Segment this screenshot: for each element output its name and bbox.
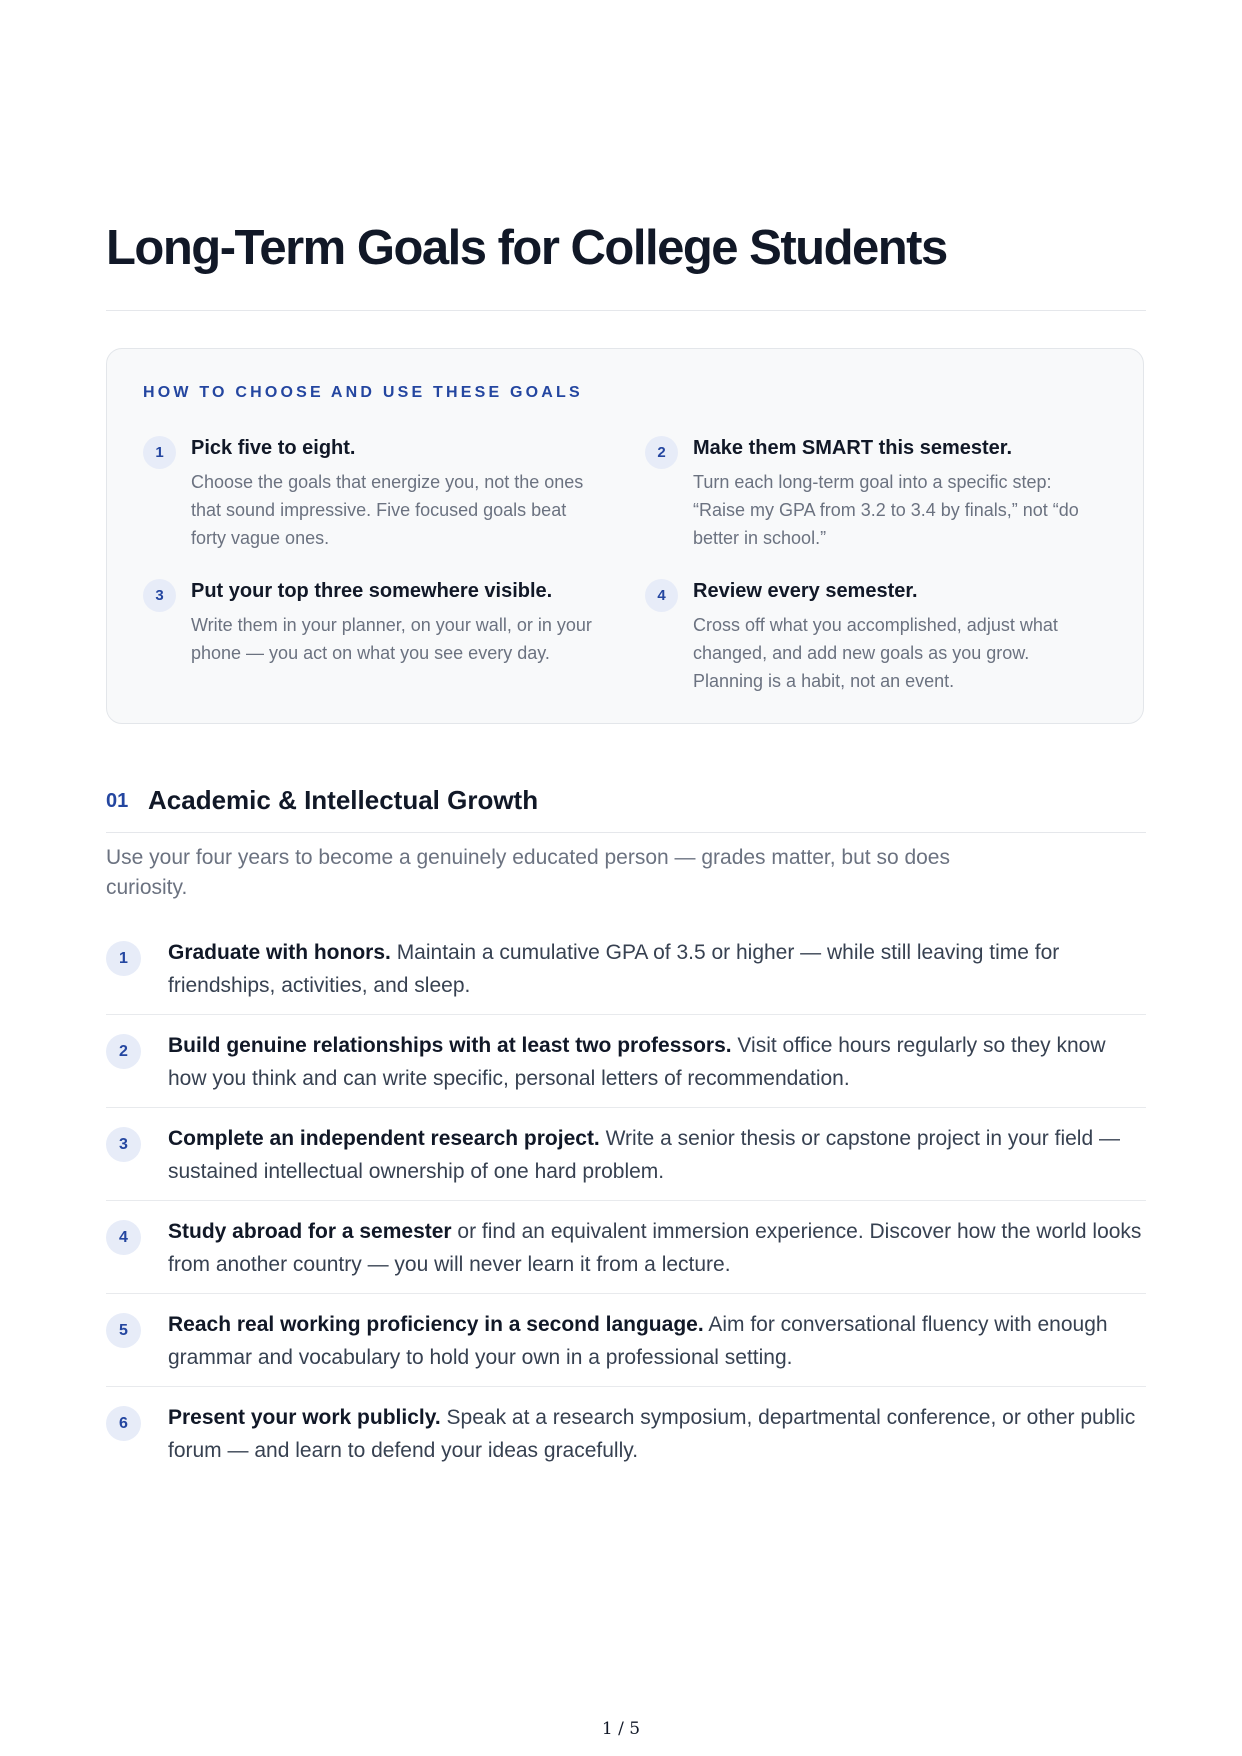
goal-description: or find an equivalent immersion experience. Discover how the world looks from another country — you will never learn it from a lecture. (168, 1220, 1142, 1276)
list-item (106, 1387, 1146, 1480)
tip-title: Pick five to eight. (191, 437, 356, 459)
section-title: Academic & Intellectual Growth (148, 785, 539, 815)
tip-title: Put your top three somewhere visible. (191, 580, 553, 602)
goal-number-badge: 2 (106, 1034, 141, 1069)
goal-number-badge: 4 (106, 1220, 141, 1255)
tip-title: Make them SMART this semester. (693, 437, 1012, 459)
goal-text (168, 1215, 1146, 1281)
goal-number-badge: 5 (106, 1313, 141, 1348)
section-header (106, 782, 1146, 832)
goal-lead: Study abroad for a semester (168, 1220, 452, 1243)
goal-number-badge: 6 (106, 1406, 141, 1441)
goal-text (168, 1029, 1146, 1095)
page-title: Long-Term Goals for College Students (106, 221, 947, 275)
how-to-callout (106, 348, 1144, 724)
section-divider (106, 832, 1146, 833)
goal-description: Maintain a cumulative GPA of 3.5 or higher — while still leaving time for friendships, activities, and sleep. (168, 941, 1060, 997)
goal-description: Speak at a research symposium, departmental conference, or other public forum — and learn to defend your ideas gracefully. (168, 1406, 1136, 1462)
page-number: 1 / 5 (601, 1719, 641, 1739)
tip-title: Review every semester. (693, 580, 918, 602)
goal-number-badge: 1 (106, 941, 141, 976)
tip-number-badge: 1 (143, 436, 176, 469)
goal-text (168, 936, 1146, 1002)
goal-lead: Present your work publicly. (168, 1406, 441, 1429)
goal-description: Visit office hours regularly so they know how you think and can write specific, personal letters of recommendation. (168, 1034, 1106, 1090)
goal-text (168, 1308, 1146, 1374)
list-item (106, 1294, 1146, 1387)
tip-number-badge: 4 (645, 579, 678, 612)
list-item (106, 922, 1146, 1015)
goal-lead: Complete an independent research project. (168, 1127, 600, 1150)
list-item (106, 1015, 1146, 1108)
tip-body: Write them in your planner, on your wall, or in your phone — you act on what you see every day. (191, 615, 592, 663)
goal-lead: Build genuine relationships with at least two professors. (168, 1034, 732, 1057)
goal-description: Write a senior thesis or capstone project in your field — sustained intellectual ownership of one hard problem. (168, 1127, 1120, 1183)
title-divider (106, 310, 1146, 311)
goal-description: Aim for conversational fluency with enough grammar and vocabulary to hold your own in a professional setting. (168, 1313, 1108, 1369)
tip-body: Turn each long-term goal into a specific step: “Raise my GPA from 3.2 to 3.4 by finals,” not “do better in school.” (693, 472, 1079, 548)
goal-number-badge: 3 (106, 1127, 141, 1162)
list-item (106, 1108, 1146, 1201)
tip-number-badge: 3 (143, 579, 176, 612)
goals-list (106, 922, 1146, 1480)
goal-text (168, 1401, 1146, 1467)
section-intro: Use your four years to become a genuinely educated person — grades matter, but so does curiosity. (106, 846, 950, 899)
goal-lead: Reach real working proficiency in a second language. (168, 1313, 704, 1336)
callout-heading: HOW TO CHOOSE AND USE THESE GOALS (143, 384, 583, 401)
section-number: 01 (106, 790, 129, 812)
list-item (106, 1201, 1146, 1294)
tip-body: Choose the goals that energize you, not the ones that sound impressive. Five focused goals beat forty vague ones. (191, 472, 584, 548)
goal-text (168, 1122, 1146, 1188)
goal-lead: Graduate with honors. (168, 941, 391, 964)
tip-number-badge: 2 (645, 436, 678, 469)
tip-body: Cross off what you accomplished, adjust what changed, and add new goals as you grow. Planning is a habit, not an event. (693, 615, 1058, 691)
